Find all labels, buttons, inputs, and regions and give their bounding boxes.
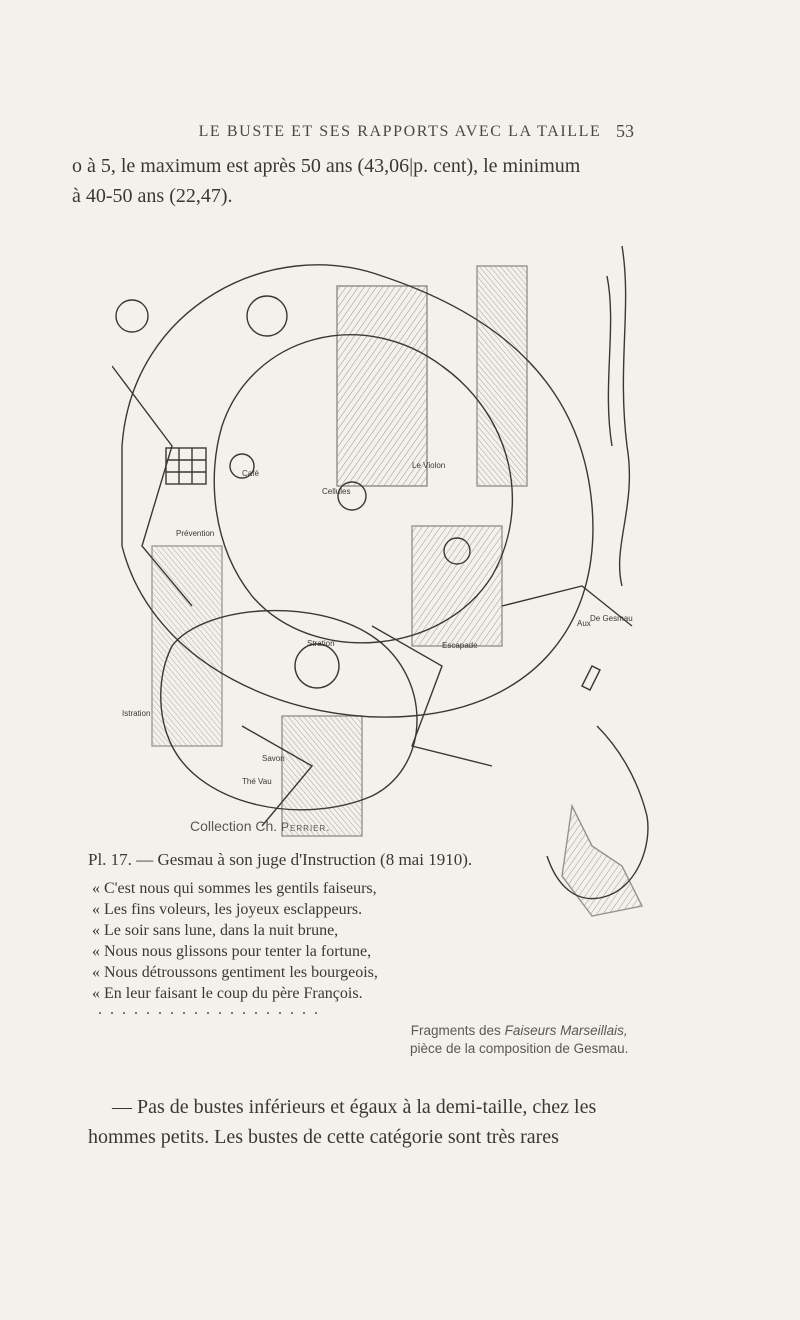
- label-stration: Stration: [307, 639, 335, 648]
- ellipsis-divider: ...................: [98, 1001, 326, 1018]
- label-the-vau: Thé Vau: [242, 777, 272, 786]
- source-line-2: pièce de la composition de Gesmau.: [410, 1041, 629, 1056]
- caption-prefix: Pl. 17.: [88, 850, 132, 869]
- poem-line: « Les fins voleurs, les joyeux esclappeurs.: [92, 901, 363, 918]
- credit-prefix: Collection Ch.: [190, 818, 278, 834]
- running-title: LE BUSTE ET SES RAPPORTS AVEC LA TAILLE: [198, 123, 602, 140]
- label-savon: Savon: [262, 754, 285, 763]
- intro-line-2: à 40-50 ans (22,47).: [72, 185, 233, 207]
- label-violon: Le Violon: [412, 461, 446, 470]
- page-number: 53: [616, 121, 634, 141]
- poem-line: « Nous détroussons gentiment les bourgeois,: [92, 964, 378, 981]
- label-cellules: Cellules: [322, 487, 351, 496]
- credit-name: Perrier.: [281, 820, 331, 834]
- caption-text: — Gesmau à son juge d'Instruction (8 mai 1910).: [136, 850, 473, 869]
- poem-verse: [92, 878, 562, 1004]
- source-title: Faiseurs Marseillais,: [504, 1023, 628, 1038]
- poem-line: « Nous nous glissons pour tenter la fortune,: [92, 943, 372, 960]
- label-escapade: Escapade: [442, 641, 478, 650]
- plate-caption: [88, 850, 472, 870]
- poem-line: « C'est nous qui sommes les gentils faiseurs,: [92, 880, 377, 897]
- poem-source: [410, 1022, 628, 1058]
- body-text: — Pas de bustes inférieurs et égaux à la demi-taille, chez les hommes petits. Les bustes de cette catégorie sont très rares: [88, 1096, 597, 1148]
- label-aux: Aux: [577, 619, 591, 628]
- plate-credit: [190, 818, 331, 834]
- body-paragraph: [88, 1092, 666, 1152]
- label-istration: Istration: [122, 709, 151, 718]
- intro-line-1: o à 5, le maximum est après 50 ans (43,06|p. cent), le minimum: [72, 155, 581, 177]
- label-cafe: Café: [242, 469, 259, 478]
- label-prevention: Prévention: [176, 529, 215, 538]
- intro-text: [72, 151, 662, 211]
- poem-line: « Le soir sans lune, dans la nuit brune,: [92, 922, 339, 939]
- source-prefix: Fragments des: [410, 1023, 501, 1038]
- plate-illustration: [112, 246, 660, 986]
- poem-line: « En leur faisant le coup du père François.: [92, 985, 363, 1002]
- label-de-gesmau: De Gesmau: [590, 614, 633, 623]
